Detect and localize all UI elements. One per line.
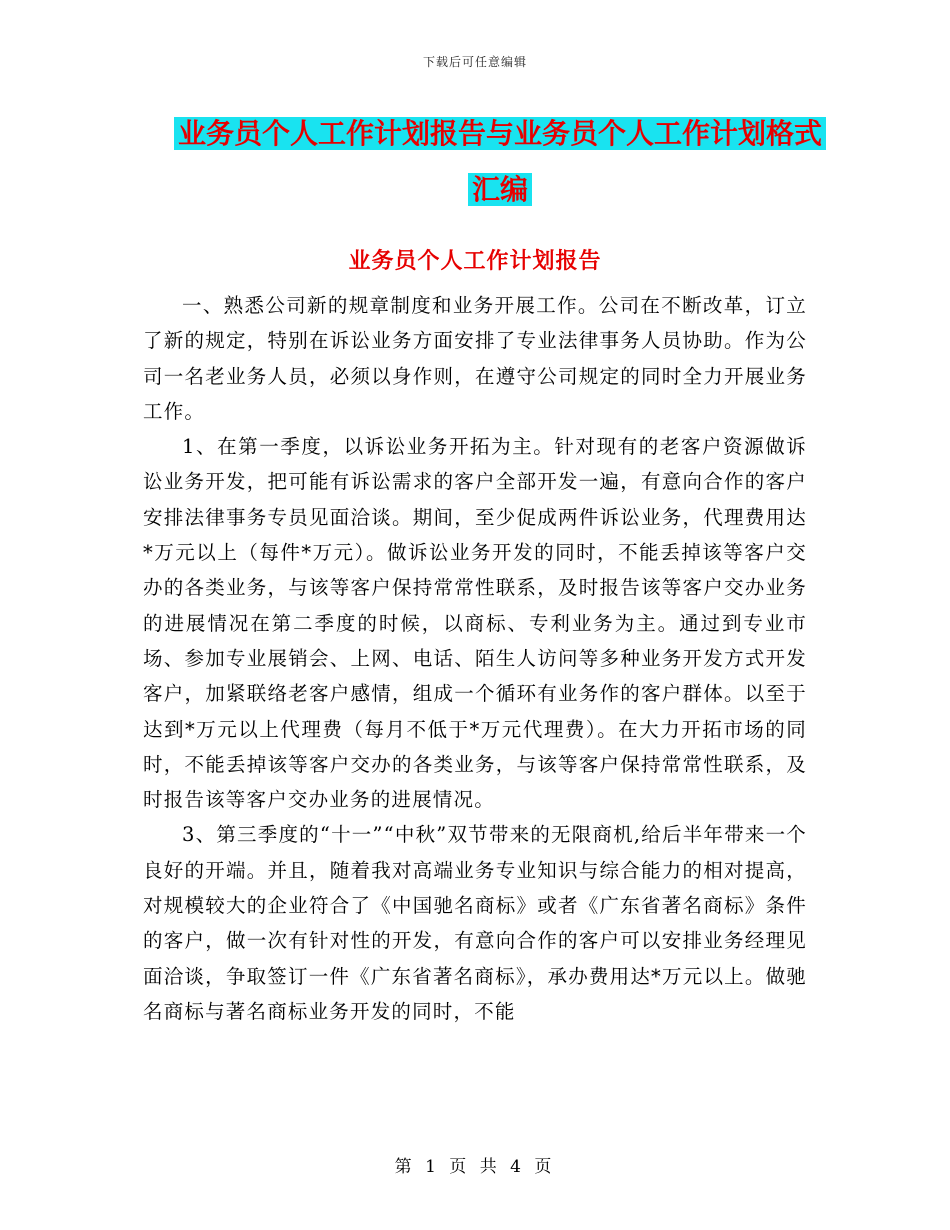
- document-title: [140, 106, 860, 218]
- page-header-note: 下载后可任意编辑: [422, 55, 527, 69]
- document-title-line1: 业务员个人工作计划报告与业务员个人工作计划格式: [174, 117, 826, 150]
- paragraph: 一、熟悉公司新的规章制度和业务开展工作。公司在不断改革，订立了新的规定，特别在诉讼业务方面安排了专业法律事务人员协助。作为公司一名老业务人员，必须以身作则，在遵守公司规定的同时全力开展业务工作。: [143, 294, 807, 423]
- page-number-footer: 第 1 页 共 4 页: [394, 1157, 556, 1177]
- paragraph: 3、第三季度的“十一”“中秋”双节带来的无限商机,给后半年带来一个良好的开端。并且，随着我对高端业务专业知识与综合能力的相对提高，对规模较大的企业符合了《中国驰名商标》或者《广东省著名商标》条件的客户，做一次有针对性的开发，有意向合作的客户可以安排业务经理见面洽谈，争取签订一件《广东省著名商标》，承办费用达*万元以上。做驰名商标与著名商标业务开发的同时，不能: [143, 823, 807, 1023]
- document-body: [143, 288, 807, 1029]
- document-title-line2: 汇编: [468, 173, 532, 206]
- section-title: 业务员个人工作计划报告: [348, 249, 602, 274]
- paragraph: 1、在第一季度，以诉讼业务开拓为主。针对现有的老客户资源做诉讼业务开发，把可能有诉讼需求的客户全部开发一遍，有意向合作的客户安排法律事务专员见面洽谈。期间，至少促成两件诉讼业务，代理费用达*万元以上（每件*万元）。做诉讼业务开发的同时，不能丢掉该等客户交办的各类业务，与该等客户保持常常性联系，及时报告该等客户交办业务的进展情况在第二季度的时候，以商标、专利业务为主。通过到专业市场、参加专业展销会、上网、电话、陌生人访问等多种业务开发方式开发客户，加紧联络老客户感情，组成一个循环有业务作的客户群体。以至于达到*万元以上代理费（每月不低于*万元代理费）。在大力开拓市场的同时，不能丢掉该等客户交办的各类业务，与该等客户保持常常性联系，及时报告该等客户交办业务的进展情况。: [143, 435, 807, 812]
